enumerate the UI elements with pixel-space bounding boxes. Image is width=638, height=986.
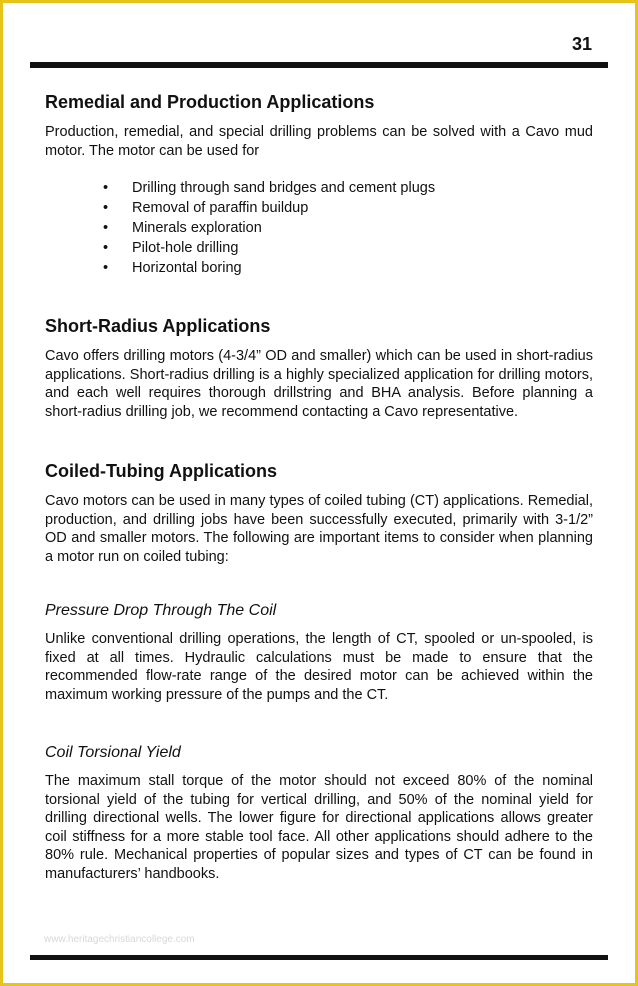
bullet-icon: • bbox=[103, 180, 109, 196]
list-item-text: Removal of paraffin buildup bbox=[132, 200, 309, 216]
torsional-yield-heading: Coil Torsional Yield bbox=[45, 744, 181, 761]
remedial-body: Production, remedial, and special drilling problems can be solved with a Cavo mud motor. The motor can be used for bbox=[45, 124, 593, 159]
coiled-tubing-heading: Coiled-Tubing Applications bbox=[45, 461, 277, 481]
list-item-text: Minerals exploration bbox=[132, 220, 262, 236]
remedial-bullet-list bbox=[45, 178, 593, 278]
footer-rule bbox=[30, 955, 608, 960]
torsional-yield-section bbox=[45, 742, 593, 883]
watermark: www.heritagechristiancollege.com bbox=[44, 934, 195, 945]
list-item-text: Drilling through sand bridges and cement plugs bbox=[132, 180, 436, 196]
short-radius-heading: Short-Radius Applications bbox=[45, 316, 271, 336]
torsional-yield-body: The maximum stall torque of the motor should not exceed 80% of the nominal torsional yield of the tubing for vertical drilling, and 50% of the nominal yield for drilling directional wells. The lower figure for directional applications allows greater coil stiffness for a more stable tool face. All other applications should adhere to the 80% rule. Mechanical properties of popular sizes and types of CT can be found in manufacturers’ handbooks. bbox=[45, 773, 593, 882]
bullet-icon: • bbox=[103, 220, 109, 236]
coiled-tubing-body: Cavo motors can be used in many types of coiled tubing (CT) applications. Remedial, production, and drilling jobs have been successfully executed, primarily with 3-1/2” OD and smaller motors. The following are important items to consider when planning a motor run on coiled tubing: bbox=[45, 493, 593, 565]
pressure-drop-heading: Pressure Drop Through The Coil bbox=[45, 602, 277, 619]
coiled-tubing-section bbox=[45, 459, 593, 566]
bullet-icon: • bbox=[103, 260, 109, 276]
list-item bbox=[103, 218, 593, 238]
page-number: 31 bbox=[571, 34, 592, 54]
short-radius-section bbox=[45, 314, 593, 421]
pressure-drop-body: Unlike conventional drilling operations, the length of CT, spooled or un-spooled, is fixed at all times. Hydraulic calculations must be made to ensure that the recommended flow-rate range of the desired motor can be achieved within the maximum working pressure of the pumps and the CT. bbox=[45, 631, 593, 703]
list-item bbox=[103, 258, 593, 278]
remedial-section bbox=[45, 90, 593, 278]
list-item-text: Horizontal boring bbox=[132, 260, 242, 276]
list-item bbox=[103, 238, 593, 258]
bullet-icon: • bbox=[103, 240, 109, 256]
remedial-heading: Remedial and Production Applications bbox=[45, 92, 375, 112]
short-radius-body: Cavo offers drilling motors (4-3/4” OD and smaller) which can be used in short-radius applications. Short-radius drilling is a highly specialized application for drilling motors, and each well requires thorough drillstring and BHA analysis. Before planning a short-radius drilling job, we recommend contacting a Cavo representative. bbox=[45, 348, 593, 420]
list-item-text: Pilot-hole drilling bbox=[132, 240, 239, 256]
list-item bbox=[103, 198, 593, 218]
page-content bbox=[45, 90, 593, 883]
bullet-icon: • bbox=[103, 200, 109, 216]
header-rule bbox=[30, 62, 608, 68]
list-item bbox=[103, 178, 593, 198]
pressure-drop-section bbox=[45, 600, 593, 704]
